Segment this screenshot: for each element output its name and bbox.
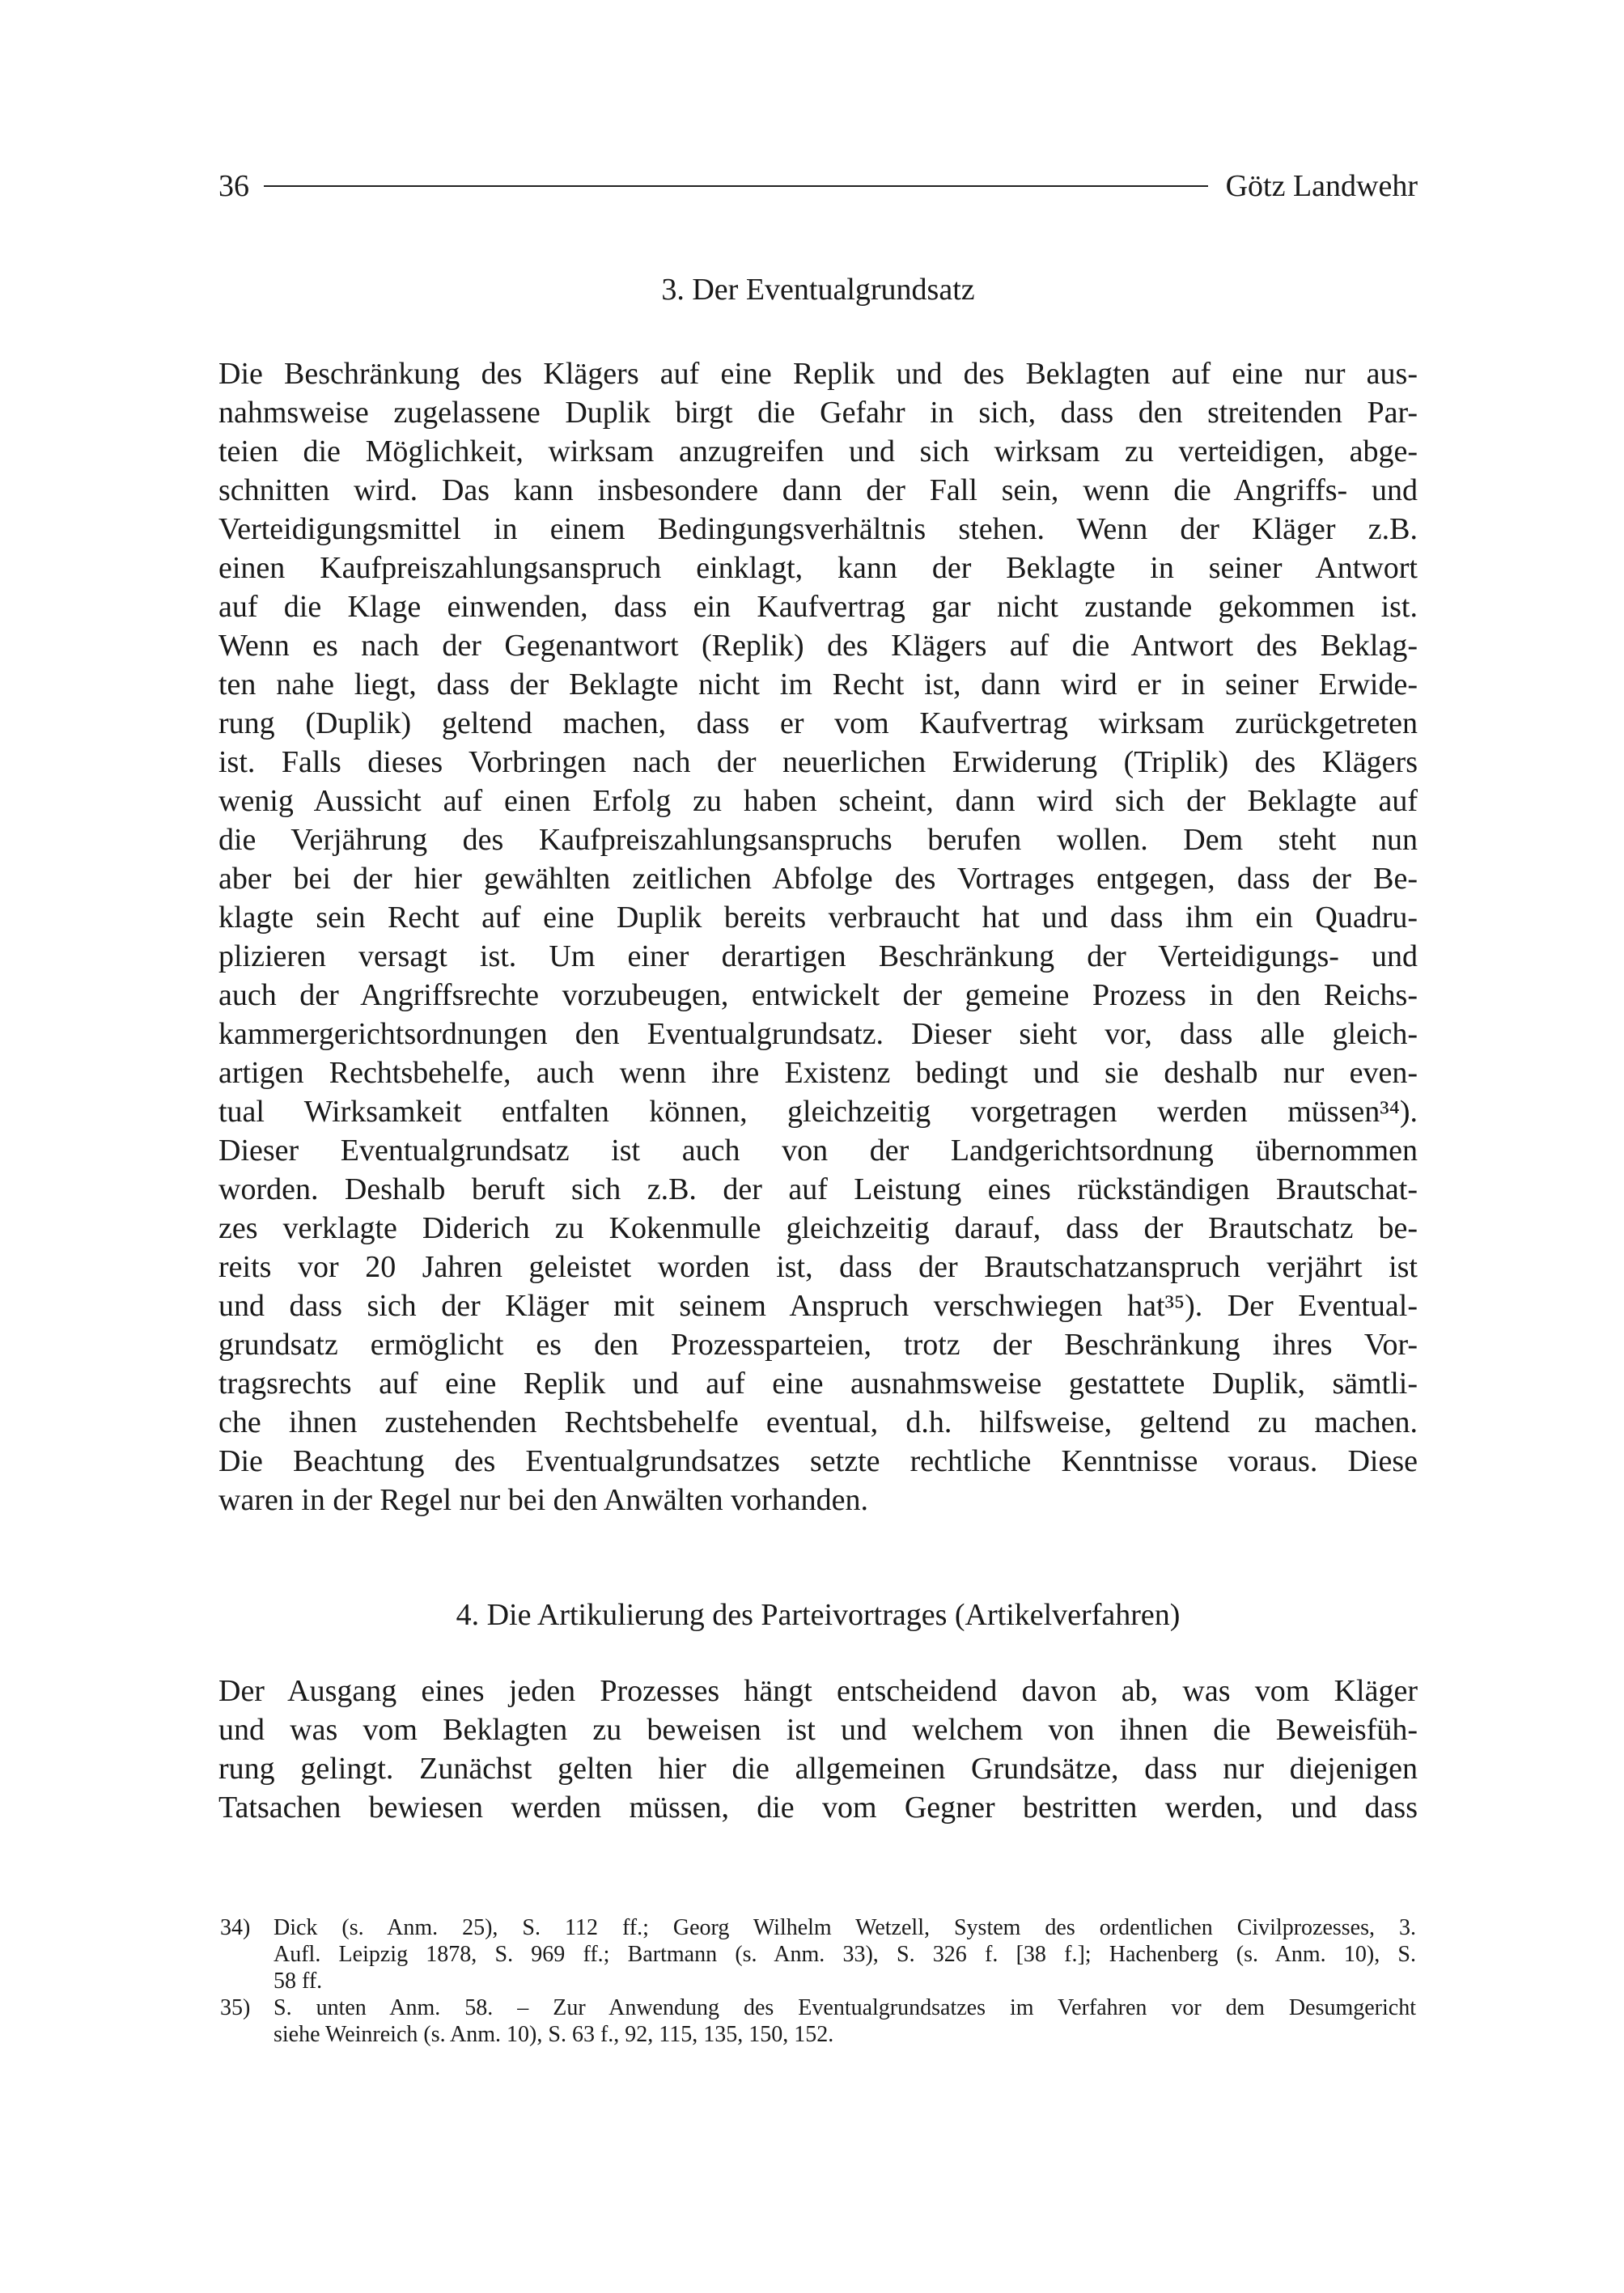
text-line: Dieser Eventualgrundsatz ist auch von der Landgerichtsordnung übernommen	[218, 1134, 1418, 1168]
text-line: zes verklagte Diderich zu Kokenmulle gleichzeitig darauf, dass der Brautschatz be-	[218, 1211, 1418, 1245]
text-line: Dick (s. Anm. 25), S. 112 ff.; Georg Wilhelm Wetzell, System des ordentlichen Civilprozesses, 3.	[273, 1915, 1416, 1940]
section-3-heading: 3. Der Eventualgrundsatz	[661, 273, 975, 307]
footnote-number: 35)	[220, 1995, 251, 2020]
text-line: Die Beachtung des Eventualgrundsatzes setzte rechtliche Kenntnisse voraus. Diese	[218, 1444, 1418, 1478]
text-line: reits vor 20 Jahren geleistet worden ist, dass der Brautschatzanspruch verjährt ist	[218, 1250, 1418, 1284]
text-line: wenig Aussicht auf einen Erfolg zu haben scheint, dann wird sich der Beklagte auf	[218, 784, 1418, 818]
text-line: waren in der Regel nur bei den Anwälten vorhanden.	[218, 1483, 869, 1517]
text-line: Aufl. Leipzig 1878, S. 969 ff.; Bartmann (s. Anm. 33), S. 326 f. [38 f.]; Hachenberg (s. Anm. 10), S.	[273, 1942, 1416, 1967]
text-line: Die Beschränkung des Klägers auf eine Replik und des Beklagten auf eine nur aus-	[218, 357, 1418, 391]
footnote	[220, 1994, 1416, 2048]
text-line: teien die Möglichkeit, wirksam anzugreifen und sich wirksam zu verteidigen, abge-	[218, 434, 1418, 468]
text-line: Verteidigungsmittel in einem Bedingungsverhältnis stehen. Wenn der Kläger z.B.	[218, 512, 1418, 546]
text-line: siehe Weinreich (s. Anm. 10), S. 63 f., 92, 115, 135, 150, 152.	[273, 2022, 834, 2047]
running-title: Götz Landwehr	[1225, 169, 1418, 203]
text-line: che ihnen zustehenden Rechtsbehelfe eventual, d.h. hilfsweise, geltend zu machen.	[218, 1405, 1418, 1439]
section-4-heading: 4. Die Artikulierung des Parteivortrages (Artikelverfahren)	[456, 1598, 1181, 1632]
section-3-body	[218, 354, 1418, 1519]
footnote-number: 34)	[220, 1915, 251, 1940]
text-line: 58 ff.	[273, 1969, 323, 1994]
footnote-text	[273, 1914, 1416, 1994]
text-line: auf die Klage einwenden, dass ein Kaufvertrag gar nicht zustande gekommen ist.	[218, 590, 1418, 624]
text-line: plizieren versagt ist. Um einer derartigen Beschränkung der Verteidigungs- und	[218, 939, 1418, 973]
text-line: einen Kaufpreiszahlungsanspruch einklagt, kann der Beklagte in seiner Antwort	[218, 551, 1418, 585]
text-line: rung gelingt. Zunächst gelten hier die allgemeinen Grundsätze, dass nur diejenigen	[218, 1752, 1418, 1786]
text-line: Wenn es nach der Gegenantwort (Replik) des Klägers auf die Antwort des Beklag-	[218, 629, 1418, 663]
text-line: und dass sich der Kläger mit seinem Anspruch verschwiegen hat³⁵). Der Eventual-	[218, 1289, 1418, 1323]
footnote-text	[273, 1994, 1416, 2048]
text-line: rung (Duplik) geltend machen, dass er vom Kaufvertrag wirksam zurückgetreten	[218, 706, 1418, 740]
header-rule	[264, 185, 1208, 187]
text-line: S. unten Anm. 58. – Zur Anwendung des Eventualgrundsatzes im Verfahren vor dem Desumgericht	[273, 1995, 1416, 2020]
page-number: 36	[218, 169, 249, 203]
section-4-body	[218, 1672, 1418, 1827]
text-line: worden. Deshalb beruft sich z.B. der auf Leistung eines rückständigen Brautschat-	[218, 1172, 1418, 1206]
text-line: aber bei der hier gewählten zeitlichen Abfolge des Vortrages entgegen, dass der Be-	[218, 862, 1418, 896]
text-line: ist. Falls dieses Vorbringen nach der neuerlichen Erwiderung (Triplik) des Klägers	[218, 745, 1418, 779]
text-line: artigen Rechtsbehelfe, auch wenn ihre Existenz bedingt und sie deshalb nur even-	[218, 1056, 1418, 1090]
text-line: kammergerichtsordnungen den Eventualgrundsatz. Dieser sieht vor, dass alle gleich-	[218, 1017, 1418, 1051]
text-line: Der Ausgang eines jeden Prozesses hängt entscheidend davon ab, was vom Kläger	[218, 1674, 1418, 1708]
text-line: nahmsweise zugelassene Duplik birgt die Gefahr in sich, dass den streitenden Par-	[218, 396, 1418, 430]
text-line: klagte sein Recht auf eine Duplik bereits verbraucht hat und dass ihm ein Quadru-	[218, 901, 1418, 935]
text-line: grundsatz ermöglicht es den Prozessparteien, trotz der Beschränkung ihres Vor-	[218, 1328, 1418, 1362]
footnote	[220, 1914, 1416, 1994]
text-line: die Verjährung des Kaufpreiszahlungsanspruchs berufen wollen. Dem steht nun	[218, 823, 1418, 857]
running-header	[218, 167, 1418, 206]
text-line: Tatsachen bewiesen werden müssen, die vom Gegner bestritten werden, und dass	[218, 1791, 1418, 1825]
text-line: tragsrechts auf eine Replik und auf eine ausnahmsweise gestattete Duplik, sämtli-	[218, 1367, 1418, 1401]
text-line: und was vom Beklagten zu beweisen ist und welchem von ihnen die Beweisfüh-	[218, 1713, 1418, 1747]
text-line: auch der Angriffsrechte vorzubeugen, entwickelt der gemeine Prozess in den Reichs-	[218, 978, 1418, 1012]
footnotes	[220, 1914, 1416, 2048]
text-line: ten nahe liegt, dass der Beklagte nicht im Recht ist, dann wird er in seiner Erwide-	[218, 668, 1418, 701]
text-line: schnitten wird. Das kann insbesondere dann der Fall sein, wenn die Angriffs- und	[218, 473, 1418, 507]
text-line: tual Wirksamkeit entfalten können, gleichzeitig vorgetragen werden müssen³⁴).	[218, 1095, 1418, 1129]
